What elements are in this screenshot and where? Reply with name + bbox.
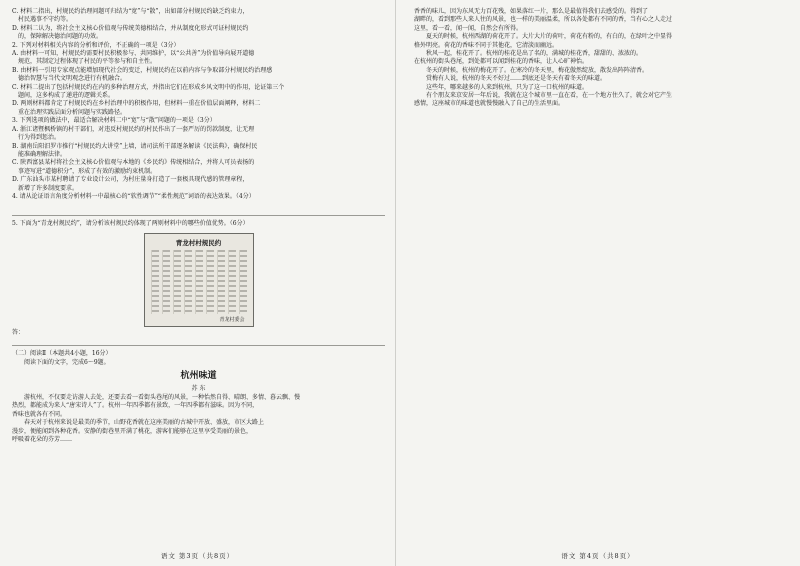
essay-line: 游杭州，不仅要走访游人去处，还要去看一看街头巷尾的风景，一种怡然自得、晴朗、多情、暮云飘、慢 <box>24 393 301 401</box>
q3-option: 事迹写进“道德积分”，形成了有效的激励约束机制。 <box>18 167 157 175</box>
q3-option: C. 陕西富县某村将社会主义核心价值观与本地的《乡民约》传统相结合，并将人可员表扬的 <box>12 159 255 167</box>
question-2: 2. 下列对材料相关内容的分析和评价，不正确的一项是（3分） <box>12 41 180 49</box>
figure-text-columns <box>151 250 247 314</box>
q2-option: D. 两则材料都肯定了村规民约在乡村治理中的积极作用，但材料一重在价值层面阐释，材料二 <box>12 100 261 108</box>
essay-line: 呼吸着花朵的芬芳…… <box>12 436 73 443</box>
q3-option: 行为得到惩治。 <box>18 134 61 142</box>
figure-signature: 青龙村委会 <box>219 316 245 323</box>
intro-line: 的，保障解决德治问题的功效。 <box>18 33 103 41</box>
question-4: 4. 请从论证语言角度分析材料一中最核心的“软性调节”“柔性规范”词语的表达效果。（4分） <box>12 192 255 200</box>
figure-title: 青龙村村规民约 <box>175 238 222 247</box>
answer-line[interactable] <box>12 337 385 346</box>
q3-option: A. 浙江诸暨枫桥镇的村干部们，对违反村规民约的村民作出了一套严厉的罚款制度，让无理 <box>12 125 255 133</box>
essay-line: 热烈，都能成为来人“唐宋诗人”了。杭州一年四季都有景致，一年四季都有滋味。因为不同， <box>12 402 259 410</box>
page-footer: 语文 第4页（共8页） <box>561 552 635 560</box>
question-5: 5. 下面为“青龙村规民约”，请分析该村规民约体现了两则材料中的哪些价值优势。（6分） <box>12 220 249 228</box>
village-rules-figure <box>144 233 254 327</box>
essay-line: 这些年，哪来越多的人来到杭州，只为了这一口杭州的味道。 <box>426 83 589 91</box>
question-3: 3. 下列选项的做法中，最适合解决材料二中“宽”与“散”问题的一项是（3分） <box>12 117 216 125</box>
left-page <box>0 0 396 566</box>
essay-line: 格外明亮。荷花的香味不同于其他花，它清淡而幽远。 <box>414 41 559 49</box>
q3-option: 新增了许多制度要求。 <box>18 184 79 192</box>
essay-line: 香香的味儿，因为东风无力百花残，如果落红一片，那么是最值得我们去感受的。得到了 <box>414 8 649 15</box>
intro-line: 村民遇事不守约等。 <box>18 16 73 24</box>
intro-line: D. 材料二认为，将社会主义核心价值观与传统美德相结合，并从制度化形式可证村规民约 <box>12 24 249 32</box>
intro-line: C. 材料二指出，村规民约治理问题可归结为“宽”与“散”，出如部分村规民约缺乏约束力， <box>12 8 249 15</box>
essay-line: 香味也就各有不同。 <box>12 410 67 418</box>
essay-line: 在杭州的街头巷尾，到处都可以闻到桂花的香味，让人心旷神怡。 <box>414 58 589 66</box>
closing-line: 感情，这座城市的味道也就慢慢融入了自己的生活里面。 <box>414 100 565 108</box>
q3-option: 能准确理解法律。 <box>18 150 67 158</box>
answer-line[interactable] <box>12 207 385 216</box>
essay-line: 夏天的时候，杭州西湖的荷花开了。大片大片的荷叶，荷花有粉的，有白的，在绿叶之中显得 <box>426 33 673 41</box>
essay-author: 苏 东 <box>191 384 206 392</box>
essay-line: 赏梅有人说，杭州的冬天不好过……到底还是冬天有着冬天的味道。 <box>426 75 607 83</box>
section-heading: （二）阅读Ⅱ（本题共4小题，16分） <box>12 350 112 358</box>
answer-label: 答： <box>12 328 25 336</box>
q2-option: B. 由材料一引用专家观点能增加现代社会的变迁，村规民约在以前内容与争取部分村规民约治理感 <box>12 66 273 74</box>
q2-option: A. 由材料一可知，村规民约需要村民积极参与、共同维护，以“公共善”为价值导向展开道德 <box>12 50 255 58</box>
essay-line: 这里，看一看，闻一闻，自然会有所得。 <box>414 24 523 32</box>
essay-line: 漫步，便能闻到各种花香。安静的街巷里开满了桃花，游客们能够在这里享受美丽的景色， <box>12 427 253 435</box>
q2-option: 题间，这多构成了递进的逻辑关系。 <box>18 92 115 100</box>
closing-line: 有个朋友来京安居一年后说，我就在这个城市里一直在看，在一个地方住久了，就会对它产生 <box>426 92 673 100</box>
q3-option: D. 广东汕头市某村聘请了专业设计公司，为村庄量身打造了一套极具现代感的管理章程， <box>12 176 249 184</box>
q2-option: 德治智慧与当代文明观念进行有机融合。 <box>18 75 127 83</box>
essay-line: 湖畔的，看到那些人来人往的风景，也一样的美丽温柔，所以各处都有不同的香，当有心之人走过 <box>414 16 673 24</box>
page-footer: 语文 第3页（共8页） <box>160 552 235 560</box>
q2-option: C. 材料二提出了包括村规民约在内的多种治理方式，并指出它们在形成乡风文明中的作用，论证第三个 <box>12 83 285 91</box>
right-page <box>400 0 796 566</box>
essay-title: 杭州味道 <box>180 370 217 381</box>
q3-option: B. 湖南岳阳汨罗市推行“村规民约大讲堂”上墙，请司法所干部逐条解读《民法典》，确保村民 <box>12 142 258 150</box>
section-instruction: 阅读下面的文字，完成6～9题。 <box>24 358 110 366</box>
essay-line: 春天对于杭州来说是最美的季节，山野花香就在这座美丽的古城中开放、盛放，市区大路上 <box>24 419 265 427</box>
essay-line: 冬天的时候，杭州的梅花开了。在寒冷的冬天里，梅花傲然绽放，散发出阵阵清香。 <box>426 66 649 74</box>
q2-option: 重在治理实践层面分析问题与实践路径。 <box>18 108 127 116</box>
essay-line: 秋风一起，桂花开了。杭州的桂花是出了名的，满城的桂花香，甜甜的、浓浓的。 <box>426 50 643 58</box>
q2-option: 规范，其制定过程体现了村民的平等参与和自主性。 <box>18 58 157 66</box>
